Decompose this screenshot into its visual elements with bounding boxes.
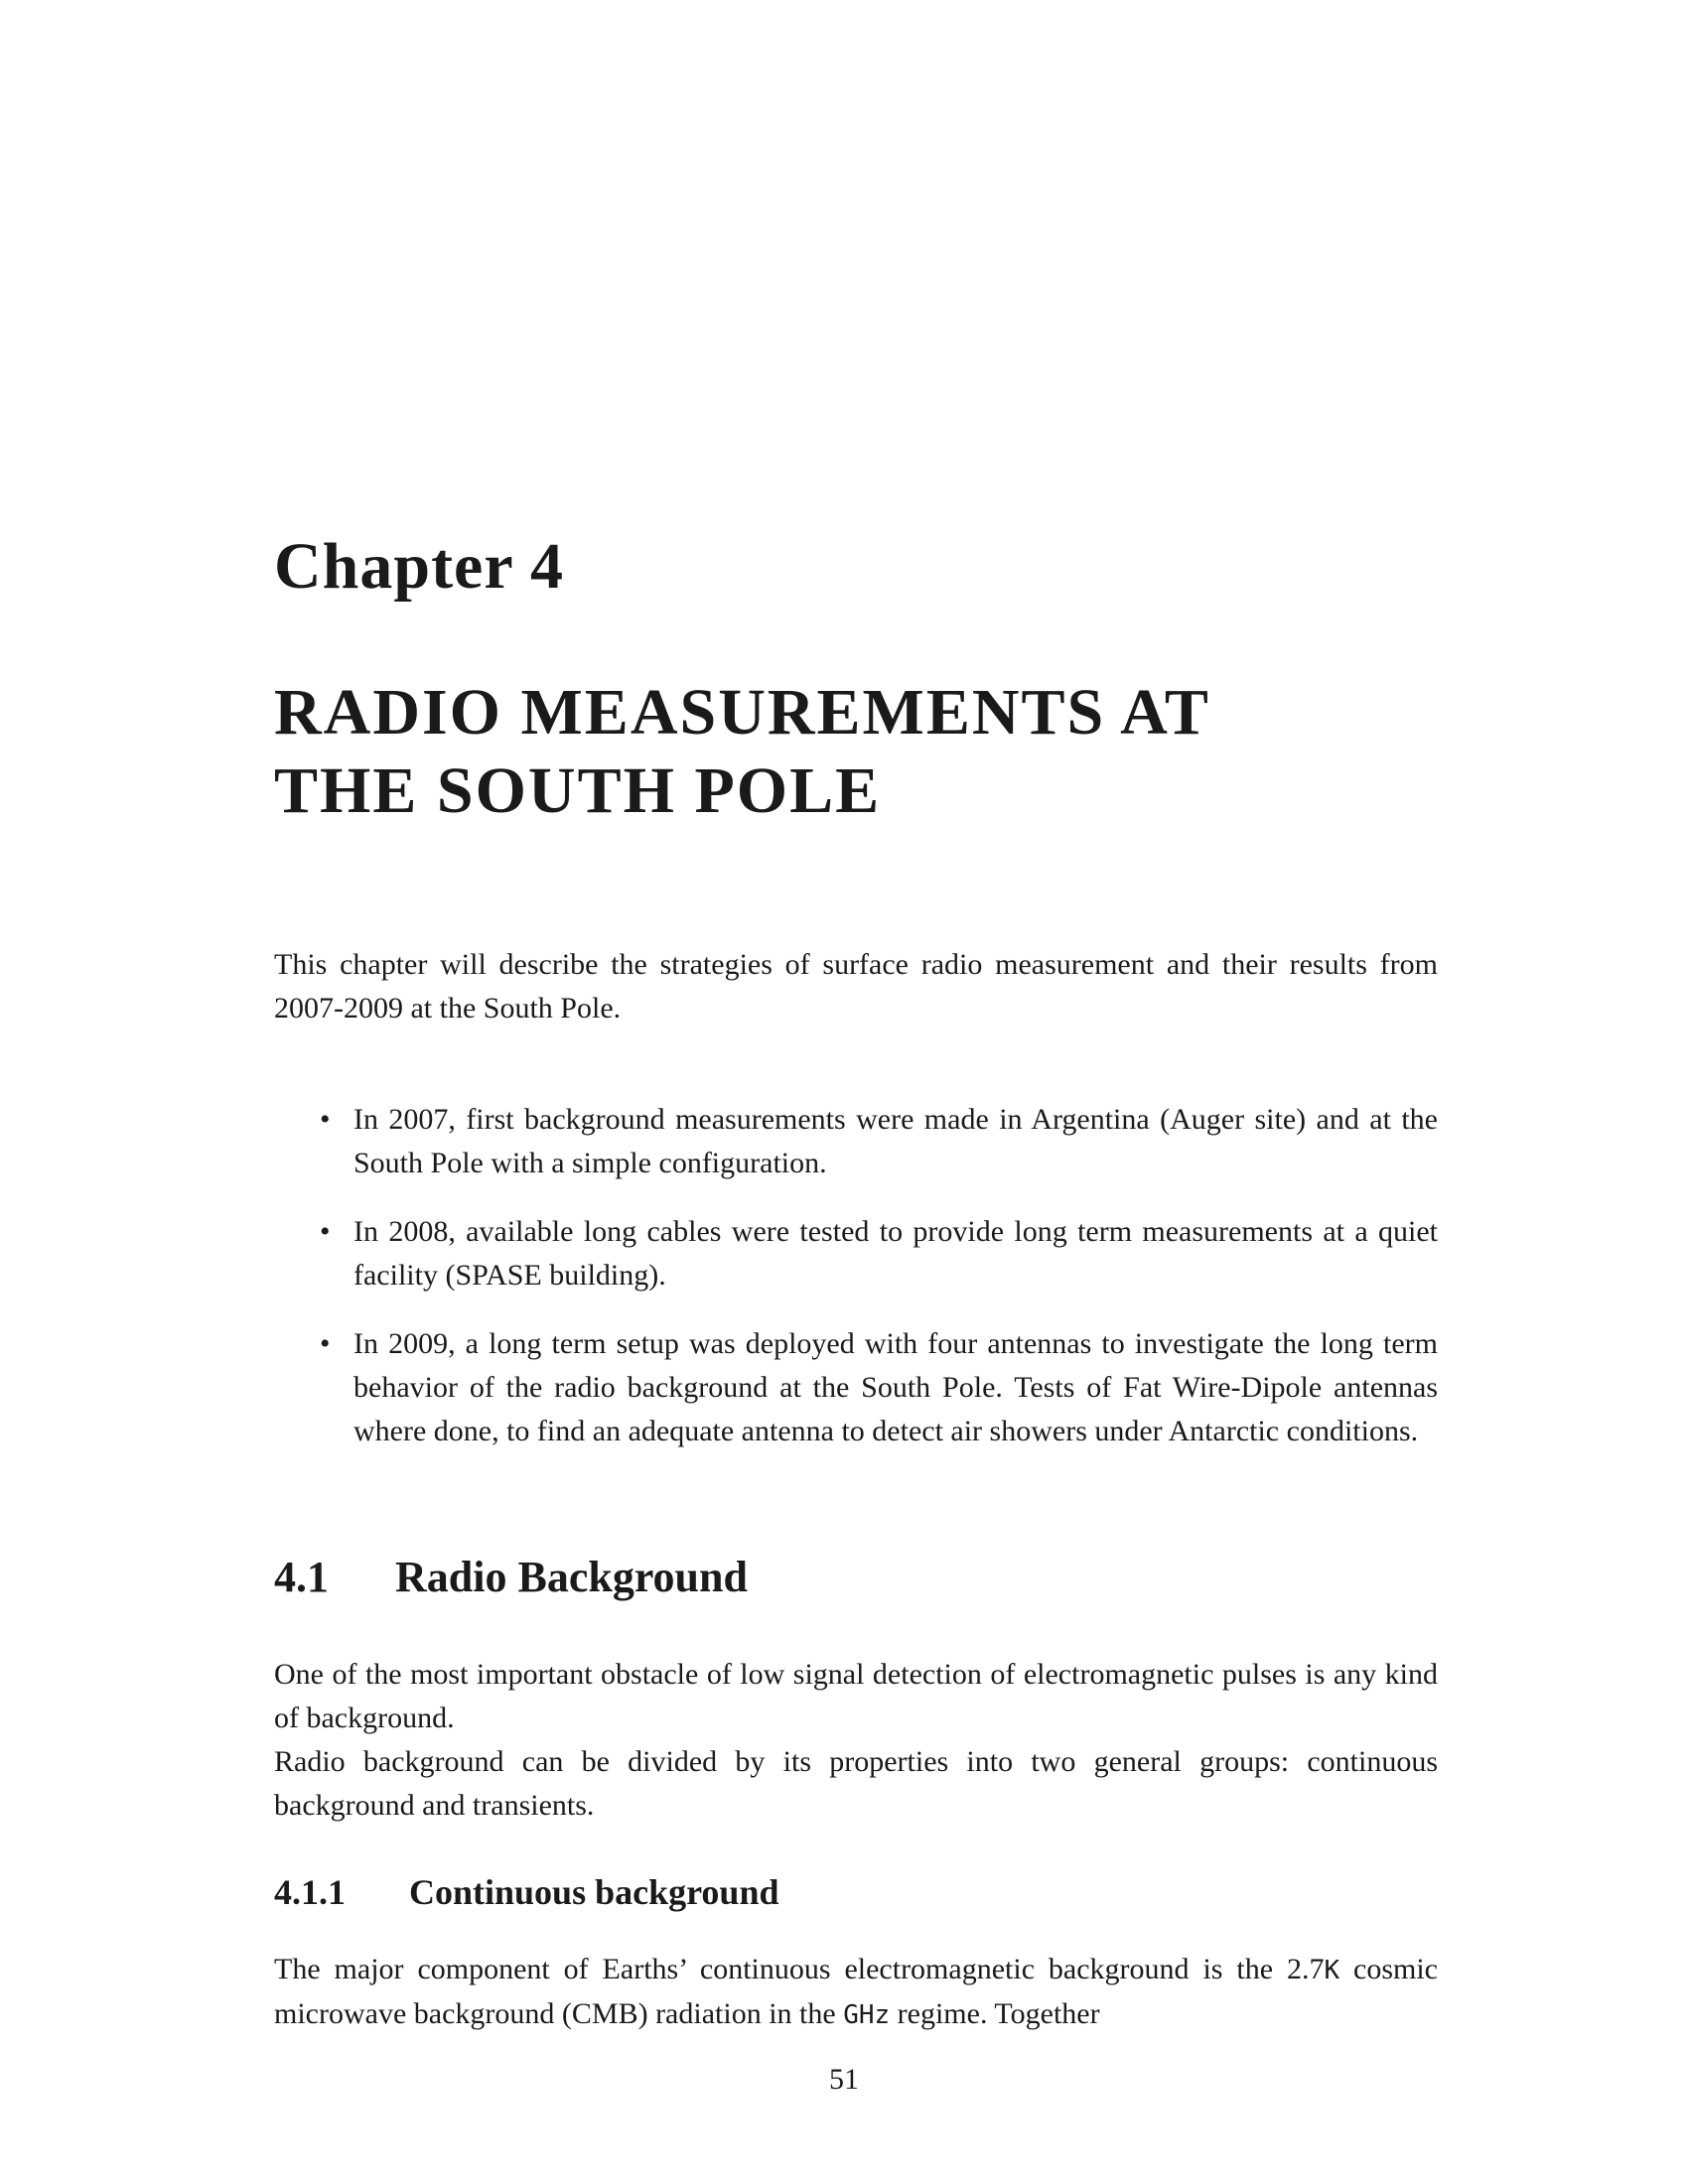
section-paragraph-1: One of the most important obstacle of low signal detection of electromagnetic pulses is any kind of background. — [274, 1658, 1438, 1734]
bullet-icon: • — [320, 1103, 331, 1136]
subsection-number: 4.1.1 — [274, 1872, 346, 1912]
bullet-item-2008 — [274, 1210, 1438, 1297]
bullet-text: In 2008, available long cables were tested to provide long term measurements at a quiet facility (SPASE building). — [353, 1215, 1438, 1292]
bullet-text: In 2009, a long term setup was deployed with four antennas to investigate the long term behavior of the radio background at the South Pole. Tests of Fat Wire-Dipole antennas where done, to find an adequate antenna to detect air showers under Antarctic conditions. — [353, 1327, 1438, 1447]
section-number: 4.1 — [274, 1553, 329, 1601]
page-number: 51 — [829, 2063, 859, 2096]
unit-kelvin: K — [1324, 1956, 1340, 1985]
chapter-title-line-2: THE SOUTH POLE — [274, 754, 882, 828]
section-title: Radio Background — [395, 1553, 748, 1601]
bullet-icon: • — [320, 1327, 331, 1360]
unit-ghz: GHz — [843, 2000, 891, 2030]
bullet-item-2007 — [274, 1098, 1438, 1185]
section-heading — [274, 1552, 1438, 1604]
subsection-text-part-1: The major component of Earths’ continuous electromagnetic background is the 2.7 — [274, 1953, 1325, 1985]
subsection-text-part-2: cosmic microwave background (CMB) radiation in the — [274, 1953, 1438, 2030]
bullet-item-2009 — [274, 1322, 1438, 1453]
chapter-title — [274, 673, 1438, 830]
subsection-title: Continuous background — [409, 1872, 779, 1912]
section-paragraph-2: Radio background can be divided by its properties into two general groups: continuous background and transients. — [274, 1745, 1438, 1822]
subsection-text-part-3: regime. Together — [890, 1997, 1100, 2030]
bullet-text: In 2007, first background measurements were made in Argentina (Auger site) and at the South Pole with a simple configuration. — [353, 1103, 1438, 1179]
chapter-title-line-1: RADIO MEASUREMENTS AT — [274, 676, 1210, 749]
subsection-heading — [274, 1871, 1438, 1914]
bullet-icon: • — [320, 1215, 331, 1248]
chapter-label: Chapter 4 — [274, 530, 564, 603]
bullet-list — [274, 1098, 1438, 1478]
intro-paragraph: This chapter will describe the strategies of surface radio measurement and their results from 2007-2009 at the South Pole. — [274, 948, 1438, 1024]
subsection-paragraph — [274, 1948, 1438, 2037]
